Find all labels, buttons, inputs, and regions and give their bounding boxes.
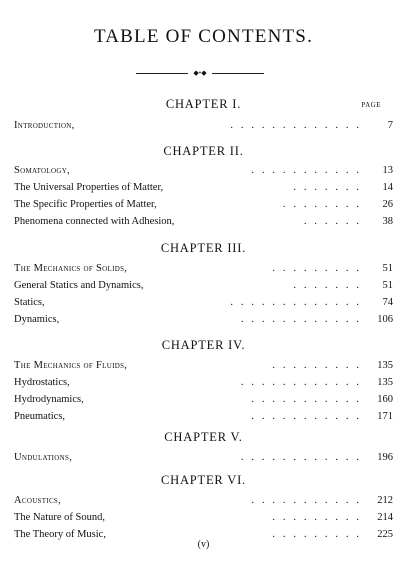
leader-dots: . . . . . . . . .	[272, 512, 359, 523]
chapter-heading: CHAPTER IV.	[161, 338, 246, 352]
entry-label: The Specific Properties of Matter,	[14, 199, 157, 210]
entry-page: 51	[382, 280, 393, 291]
chapter-heading: CHAPTER V.	[164, 430, 243, 444]
leader-dots: . . . . . . . . . . . . .	[230, 297, 359, 308]
page-folio: (v)	[197, 539, 210, 550]
toc-entry[interactable]	[14, 359, 393, 373]
toc-entry[interactable]	[14, 511, 393, 525]
entry-label: Somatology,	[14, 165, 70, 176]
leader-dots: . . . . . .	[303, 216, 359, 227]
toc-entry[interactable]	[14, 198, 393, 212]
entry-label: Dynamics,	[14, 314, 60, 325]
title-ornament: ◆•◆	[136, 71, 264, 77]
entry-page: 14	[382, 182, 393, 193]
entry-page: 212	[377, 495, 393, 506]
toc-entry[interactable]	[14, 119, 393, 133]
entry-page: 171	[377, 411, 393, 422]
entry-page: 135	[377, 360, 393, 371]
leader-dots: . . . . . . . . . . .	[251, 394, 359, 405]
entry-label: The Nature of Sound,	[14, 512, 105, 523]
leader-dots: . . . . . . . . . . . .	[240, 314, 359, 325]
entry-page: 38	[382, 216, 393, 227]
entry-label: The Mechanics of Fluids,	[14, 360, 128, 371]
chapter-heading: CHAPTER III.	[160, 241, 247, 255]
entry-page: 214	[377, 512, 393, 523]
entry-label: The Mechanics of Solids,	[14, 263, 128, 274]
entry-page: 106	[377, 314, 393, 325]
leader-dots: . . . . . . . . . . . .	[240, 452, 359, 463]
entry-page: 13	[382, 165, 393, 176]
entry-page: 74	[382, 297, 393, 308]
entry-label: Undulations,	[14, 452, 73, 463]
toc-entry[interactable]	[14, 279, 393, 293]
toc-entry[interactable]	[14, 451, 393, 465]
entry-label: Phenomena connected with Adhesion,	[14, 216, 175, 227]
entry-label: Statics,	[14, 297, 45, 308]
toc-entry[interactable]	[14, 262, 393, 276]
leader-dots: . . . . . . . . . . .	[251, 411, 359, 422]
entry-label: Hydrodynamics,	[14, 394, 84, 405]
entry-label: Introduction,	[14, 120, 75, 131]
leader-dots: . . . . . . . . . . . . .	[230, 120, 359, 131]
toc-entry[interactable]	[14, 215, 393, 229]
entry-page: 225	[377, 529, 393, 540]
leader-dots: . . . . . . .	[293, 280, 359, 291]
toc-entry[interactable]	[14, 296, 393, 310]
toc-entry[interactable]	[14, 494, 393, 508]
leader-dots: . . . . . . . . .	[272, 263, 359, 274]
leader-dots: . . . . . . . .	[282, 199, 359, 210]
entry-label: Pneumatics,	[14, 411, 66, 422]
entry-page: 26	[382, 199, 393, 210]
chapter-heading: CHAPTER VI.	[161, 473, 246, 487]
leader-dots: . . . . . . . . .	[272, 529, 359, 540]
toc-entry[interactable]	[14, 164, 393, 178]
entry-label: Acoustics,	[14, 495, 62, 506]
toc-entry[interactable]	[14, 393, 393, 407]
entry-page: 196	[377, 452, 393, 463]
entry-label: General Statics and Dynamics,	[14, 280, 144, 291]
entry-page: 135	[377, 377, 393, 388]
toc-entry[interactable]	[14, 313, 393, 327]
entry-page: 160	[377, 394, 393, 405]
toc-entry[interactable]	[14, 410, 393, 424]
toc-entry[interactable]	[14, 181, 393, 195]
chapter-heading: CHAPTER II.	[163, 144, 244, 158]
leader-dots: . . . . . . . . . . . .	[240, 377, 359, 388]
toc-entry[interactable]	[14, 376, 393, 390]
leader-dots: . . . . . . . . .	[272, 360, 359, 371]
entry-label: Hydrostatics,	[14, 377, 70, 388]
chapter-heading: CHAPTER I.	[165, 97, 242, 111]
entry-page: 51	[382, 263, 393, 274]
leader-dots: . . . . . . .	[293, 182, 359, 193]
leader-dots: . . . . . . . . . . .	[251, 495, 359, 506]
page-title: TABLE OF CONTENTS.	[93, 26, 314, 47]
entry-label: The Theory of Music,	[14, 529, 106, 540]
leader-dots: . . . . . . . . . . .	[251, 165, 359, 176]
entry-page: 7	[387, 120, 393, 131]
entry-label: The Universal Properties of Matter,	[14, 182, 164, 193]
page-column-label: PAGE	[361, 101, 381, 109]
